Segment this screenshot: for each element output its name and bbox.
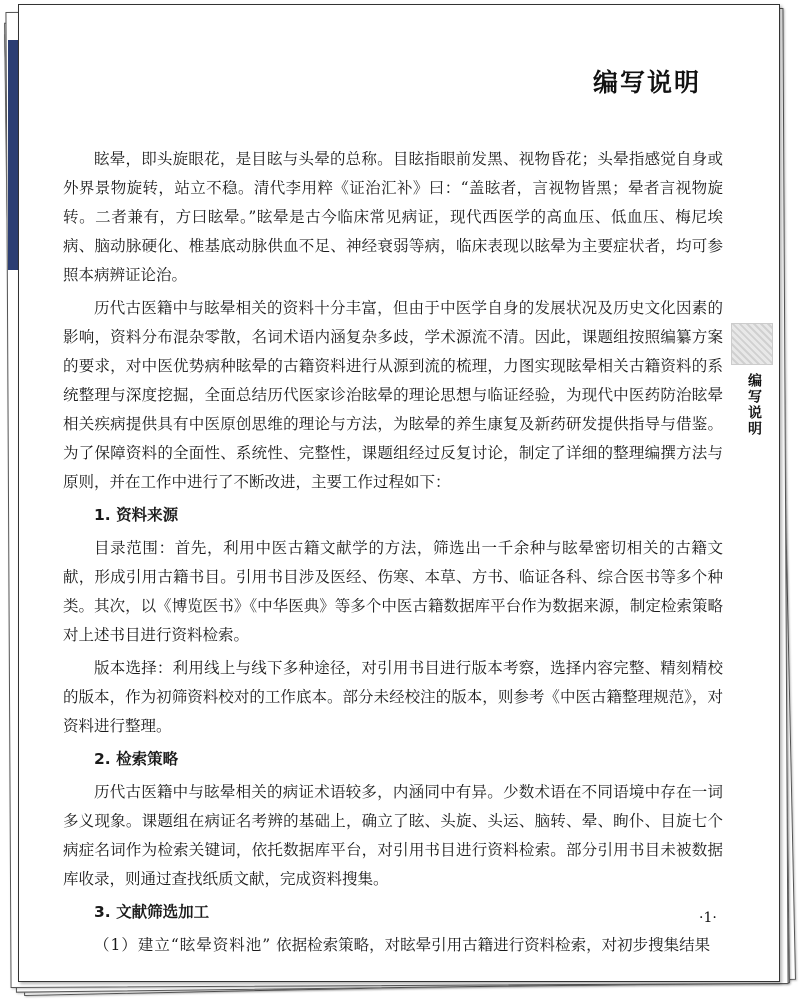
data-pool-label: （1）建立“眩晕资料池” bbox=[94, 936, 272, 954]
side-tab-label: 编写说明 bbox=[746, 373, 762, 437]
paragraph-background: 历代古医籍中与眩晕相关的资料十分丰富，但由于中医学自身的发展状况及历史文化因素的影响，资料分布混杂零散，名词术语内涵复杂多歧，学术源流不清。因此，课题组按照编纂方案的要求，对中医优势病种眩晕的古籍资料进行从源到流的梳理，力图实现眩晕相关古籍资料的系统整理与深度挖掘，全面总结历代医家诊治眩晕的理论思想与临证经验，为现代中医药防治眩晕相关疾病提供具有中医原创思维的理论与方法，为眩晕的养生康复及新药研发提供指导与借鉴。为了保障资料的全面性、系统性、完整性，课题组经过反复讨论，制定了详细的整理编撰方法与原则，并在工作中进行了不断改进，主要工作过程如下： bbox=[63, 299, 723, 491]
paragraph-catalog-scope: 目录范围：首先，利用中医古籍文献学的方法，筛选出一千余种与眩晕密切相关的古籍文献，形成引用古籍书目。引用书目涉及医经、伤寒、本草、方书、临证各科、综合医书等多个种类。其次，以《博览医书》《中华医典》等多个中医古籍数据库平台作为数据来源，制定检索策略对上述书目进行资料检索。 bbox=[63, 539, 723, 644]
document-page bbox=[18, 4, 780, 982]
paragraph-intro: 眩晕，即头旋眼花，是目眩与头晕的总称。目眩指眼前发黑、视物昏花；头晕指感觉自身或外界景物旋转，站立不稳。清代李用粹《证治汇补》曰：“盖眩者，言视物皆黑；晕者言视物旋转。二者兼有，方曰眩晕。”眩晕是古今临床常见病证，现代西医学的高血压、低血压、梅尼埃病、脑动脉硬化、椎基底动脉供血不足、神经衰弱等病，临床表现以眩晕为主要症状者，均可参照本病辨证论治。 bbox=[63, 150, 723, 284]
paragraph-edition-choice: 版本选择：利用线上与线下多种途径，对引用书目进行版本考察，选择内容完整、精刻精校的版本，作为初筛资料校对的工作底本。部分未经校注的版本，则参考《中医古籍整理规范》，对资料进行整理。 bbox=[63, 659, 723, 735]
body-text bbox=[63, 145, 723, 964]
heading-sources: 1. 资料来源 bbox=[94, 506, 179, 524]
heading-screening: 3. 文献筛选加工 bbox=[94, 903, 210, 921]
heading-search-strategy: 2. 检索策略 bbox=[94, 750, 179, 768]
page-number: ·1· bbox=[699, 910, 717, 926]
cover-edge bbox=[8, 40, 18, 270]
side-decoration-image bbox=[731, 323, 773, 365]
paragraph-data-pool bbox=[63, 931, 723, 960]
data-pool-text: 依据检索策略，对眩晕引用古籍进行资料检索，对初步搜集结果 bbox=[276, 936, 711, 954]
page-title: 编写说明 bbox=[592, 68, 701, 97]
paragraph-search-strategy: 历代古医籍中与眩晕相关的病证术语较多，内涵同中有异。少数术语在不同语境中存在一词多义现象。课题组在病证名考辨的基础上，确立了眩、头旋、头运、脑转、晕、眴仆、目旋七个病症名词作为检索关键词，依托数据库平台，对引用书目进行资料检索。部分引用书目未被数据库收录，则通过查找纸质文献，完成资料搜集。 bbox=[63, 783, 723, 888]
